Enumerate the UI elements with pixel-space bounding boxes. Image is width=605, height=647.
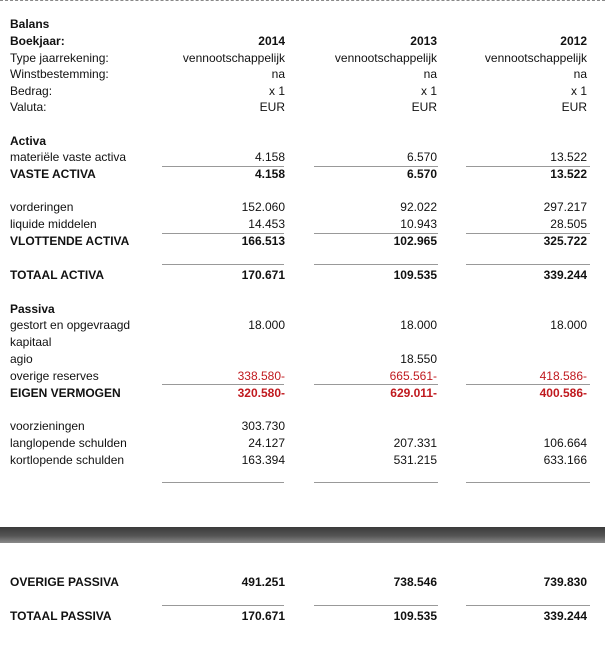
valuta-2012: EUR [561,100,587,114]
rule [162,482,284,483]
kortlopende-2014: 163.394 [241,453,285,467]
totaal-passiva-2013: 109.535 [393,609,437,623]
sheet-title: Balans [10,17,50,31]
overige-reserves-2014: 338.580- [237,369,285,383]
totaal-passiva-row [0,608,605,625]
voorzieningen-2014: 303.730 [241,419,285,433]
winstbestemming-2013: na [423,67,437,81]
rule [466,264,590,265]
rule [466,605,590,606]
agio-row [0,351,605,368]
agio-label: agio [10,352,33,366]
vaste-activa-2012: 13.522 [550,167,587,181]
winstbestemming-2012: na [573,67,587,81]
gestort-label: gestort en opgevraagd [10,318,131,332]
eigen-vermogen-2014: 320.580- [237,386,285,400]
valuta-row [0,99,605,116]
totaal-passiva-2012: 339.244 [543,609,587,623]
vorderingen-2013: 92.022 [400,200,437,214]
year-header-row [0,33,605,50]
year-2013: 2013 [410,34,437,48]
materiele-2012: 13.522 [550,150,587,164]
bedrag-2014: x 1 [268,84,285,98]
type-row [0,50,605,67]
rule [162,264,284,265]
liquide-row [0,216,605,233]
langlopende-2013: 207.331 [393,436,437,450]
winstbestemming-row [0,66,605,83]
totaal-activa-label: TOTAAL ACTIVA [10,268,104,282]
totaal-passiva-label: TOTAAL PASSIVA [10,609,112,623]
type-label: Type jaarrekening: [10,51,109,65]
bedrag-label: Bedrag: [10,84,53,98]
rule [314,482,438,483]
langlopende-2012: 106.664 [543,436,587,450]
activa-heading: Activa [10,134,47,148]
vorderingen-row [0,199,605,216]
gestort-row [0,317,605,334]
overige-passiva-label: OVERIGE PASSIVA [10,575,119,589]
gestort-2012: 18.000 [550,318,587,332]
liquide-2012: 28.505 [550,217,587,231]
kortlopende-2012: 633.166 [543,453,587,467]
eigen-vermogen-2012: 400.586- [539,386,587,400]
vaste-activa-label: VASTE ACTIVA [10,167,96,181]
eigen-vermogen-2013: 629.011- [390,386,437,400]
overige-passiva-2012: 739.830 [543,575,587,589]
voorzieningen-label: voorzieningen [10,419,85,433]
activa-heading-row [0,133,605,150]
rule [162,605,284,606]
gestort-2014: 18.000 [248,318,285,332]
kortlopende-label: kortlopende schulden [10,453,125,467]
gestort-2013: 18.000 [400,318,437,332]
winstbestemming-2014: na [271,67,285,81]
overige-reserves-2013: 665.561- [389,369,437,383]
liquide-label: liquide middelen [10,217,97,231]
totaal-passiva-2014: 170.671 [241,609,285,623]
year-2014: 2014 [258,34,285,48]
materiele-2014: 4.158 [254,150,285,164]
voorzieningen-row [0,418,605,435]
type-2013: vennootschappelijk [334,51,437,65]
rule [314,605,438,606]
valuta-2014: EUR [259,100,285,114]
materiele-row [0,149,605,166]
vlottende-activa-row [0,233,605,250]
vaste-activa-2014: 4.158 [254,167,285,181]
sheet-title-row [0,16,605,33]
winstbestemming-label: Winstbestemming: [10,67,109,81]
agio-2013: 18.550 [400,352,437,366]
totaal-activa-2013: 109.535 [393,268,437,282]
kortlopende-2013: 531.215 [393,453,437,467]
rule [466,482,590,483]
bedrag-2012: x 1 [570,84,587,98]
passiva-heading-row [0,301,605,318]
valuta-label: Valuta: [10,100,47,114]
vlottende-activa-2013: 102.965 [393,234,437,248]
vaste-activa-row [0,166,605,183]
materiele-2013: 6.570 [406,150,437,164]
bedrag-row [0,83,605,100]
year-2012: 2012 [560,34,587,48]
page-top-border [0,0,605,4]
totaal-activa-2014: 170.671 [241,268,285,282]
langlopende-2014: 24.127 [248,436,285,450]
eigen-vermogen-row [0,385,605,402]
vlottende-activa-label: VLOTTENDE ACTIVA [10,234,130,248]
vorderingen-2014: 152.060 [241,200,285,214]
totaal-activa-row [0,267,605,284]
vlottende-activa-2014: 166.513 [241,234,285,248]
type-2012: vennootschappelijk [484,51,587,65]
materiele-label: materiële vaste activa [10,150,127,164]
passiva-heading: Passiva [10,302,55,316]
langlopende-row [0,435,605,452]
overige-reserves-label: overige reserves [10,369,99,383]
eigen-vermogen-label: EIGEN VERMOGEN [10,386,121,400]
vlottende-activa-2012: 325.722 [543,234,587,248]
vorderingen-2012: 297.217 [543,200,587,214]
overige-passiva-row [0,574,605,591]
gestort-row-continued [0,334,605,351]
overige-reserves-2012: 418.586- [539,369,587,383]
vorderingen-label: vorderingen [10,200,74,214]
valuta-2013: EUR [411,100,437,114]
rule [314,264,438,265]
overige-passiva-2014: 491.251 [241,575,285,589]
vaste-activa-2013: 6.570 [406,167,437,181]
page-break-band [0,527,605,543]
gestort-label-line2: kapitaal [10,335,52,349]
liquide-2014: 14.453 [248,217,285,231]
boekjaar-label: Boekjaar: [10,34,65,48]
overige-passiva-2013: 738.546 [393,575,437,589]
type-2014: vennootschappelijk [182,51,285,65]
totaal-activa-2012: 339.244 [543,268,587,282]
langlopende-label: langlopende schulden [10,436,127,450]
overige-reserves-row [0,368,605,385]
liquide-2013: 10.943 [400,217,437,231]
kortlopende-row [0,452,605,469]
bedrag-2013: x 1 [420,84,437,98]
